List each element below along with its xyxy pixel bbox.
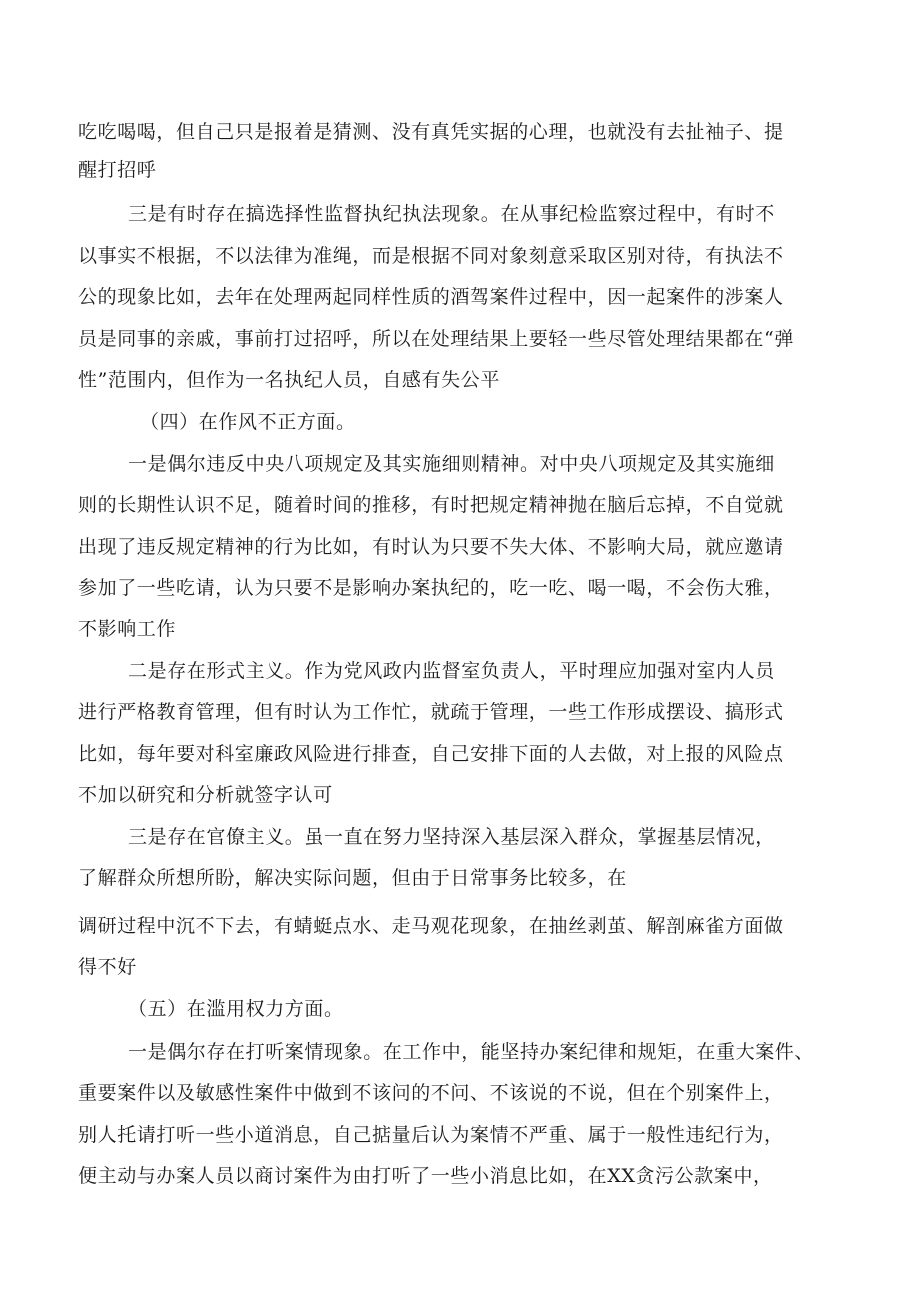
paragraph-first-line: 三是存在官僚主义。虽一直在努力坚持深入基层深入群众，掌握基层情况， <box>128 826 775 848</box>
text-line: 则的长期性认识不足，随着时间的推移，有时把规定精神抛在脑后忘掉，不自觉就 <box>78 494 784 516</box>
text-line: 了解群众所想所盼，解决实际问题，但由于日常事务比较多，在 <box>78 867 627 889</box>
paragraph-first-line: 一是偶尔存在打听案情现象。在工作中，能坚持办案纪律和规矩，在重大案件、 <box>128 1041 815 1063</box>
paragraph-first-line: 一是偶尔违反中央八项规定及其实施细则精神。对中央八项规定及其实施细 <box>128 453 775 475</box>
section-heading: （五）在滥用权力方面。 <box>128 998 344 1020</box>
paragraph-first-line: 二是存在形式主义。作为党风政内监督室负责人，平时理应加强对室内人员 <box>128 660 775 682</box>
text-line: 出现了违反规定精神的行为比如，有时认为只要不失大体、不影响大局，就应邀请 <box>78 536 784 558</box>
text-line: 公的现象比如，去年在处理两起同样性质的酒驾案件过程中，因一起案件的涉案人 <box>78 286 784 308</box>
text-line: 吃吃喝喝，但自己只是报着是猜测、没有真凭实据的心理，也就没有去扯袖子、提 <box>78 121 784 143</box>
text-line: 不加以研究和分析就签字认可 <box>78 784 333 806</box>
section-heading: （四）在作风不正方面。 <box>140 411 356 433</box>
text-line: 别人托请打听一些小道消息，自己掂量后认为案情不严重、属于一般性违纪行为， <box>78 1124 784 1146</box>
text-line: 比如，每年要对科室廉政风险进行排查，自己安排下面的人去做，对上报的风险点 <box>78 743 784 765</box>
text-line: 重要案件以及敏感性案件中做到不该问的不问、不该说的不说，但在个别案件上， <box>78 1082 784 1104</box>
text-line: 以事实不根据，不以法律为准绳，而是根据不同对象刻意采取区别对待，有执法不 <box>78 245 784 267</box>
text-line: 性”范围内，但作为一名执纪人员，自感有失公平 <box>78 369 500 391</box>
text-line: 便主动与办案人员以商讨案件为由打听了一些小消息比如，在XX贪污公款案中， <box>78 1165 773 1187</box>
text-line: 醒打招呼 <box>78 159 157 181</box>
text-line: 调研过程中沉不下去，有蜻蜓点水、走马观花现象，在抽丝剥茧、解剖麻雀方面做 <box>78 915 784 937</box>
paragraph-first-line: 三是有时存在搞选择性监督执纪执法现象。在从事纪检监察过程中，有时不 <box>128 203 775 225</box>
text-line: 不影响工作 <box>78 618 177 640</box>
text-line: 进行严格教育管理，但有时认为工作忙，就疏于管理，一些工作形成摆设、搞形式 <box>78 701 784 723</box>
text-line: 得不好 <box>78 956 137 978</box>
text-line: 参加了一些吃请，认为只要不是影响办案执纪的，吃一吃、喝一喝，不会伤大雅， <box>78 577 784 599</box>
text-line: 员是同事的亲戚，事前打过招呼，所以在处理结果上要轻一些尽管处理结果都在“弹 <box>78 328 794 350</box>
